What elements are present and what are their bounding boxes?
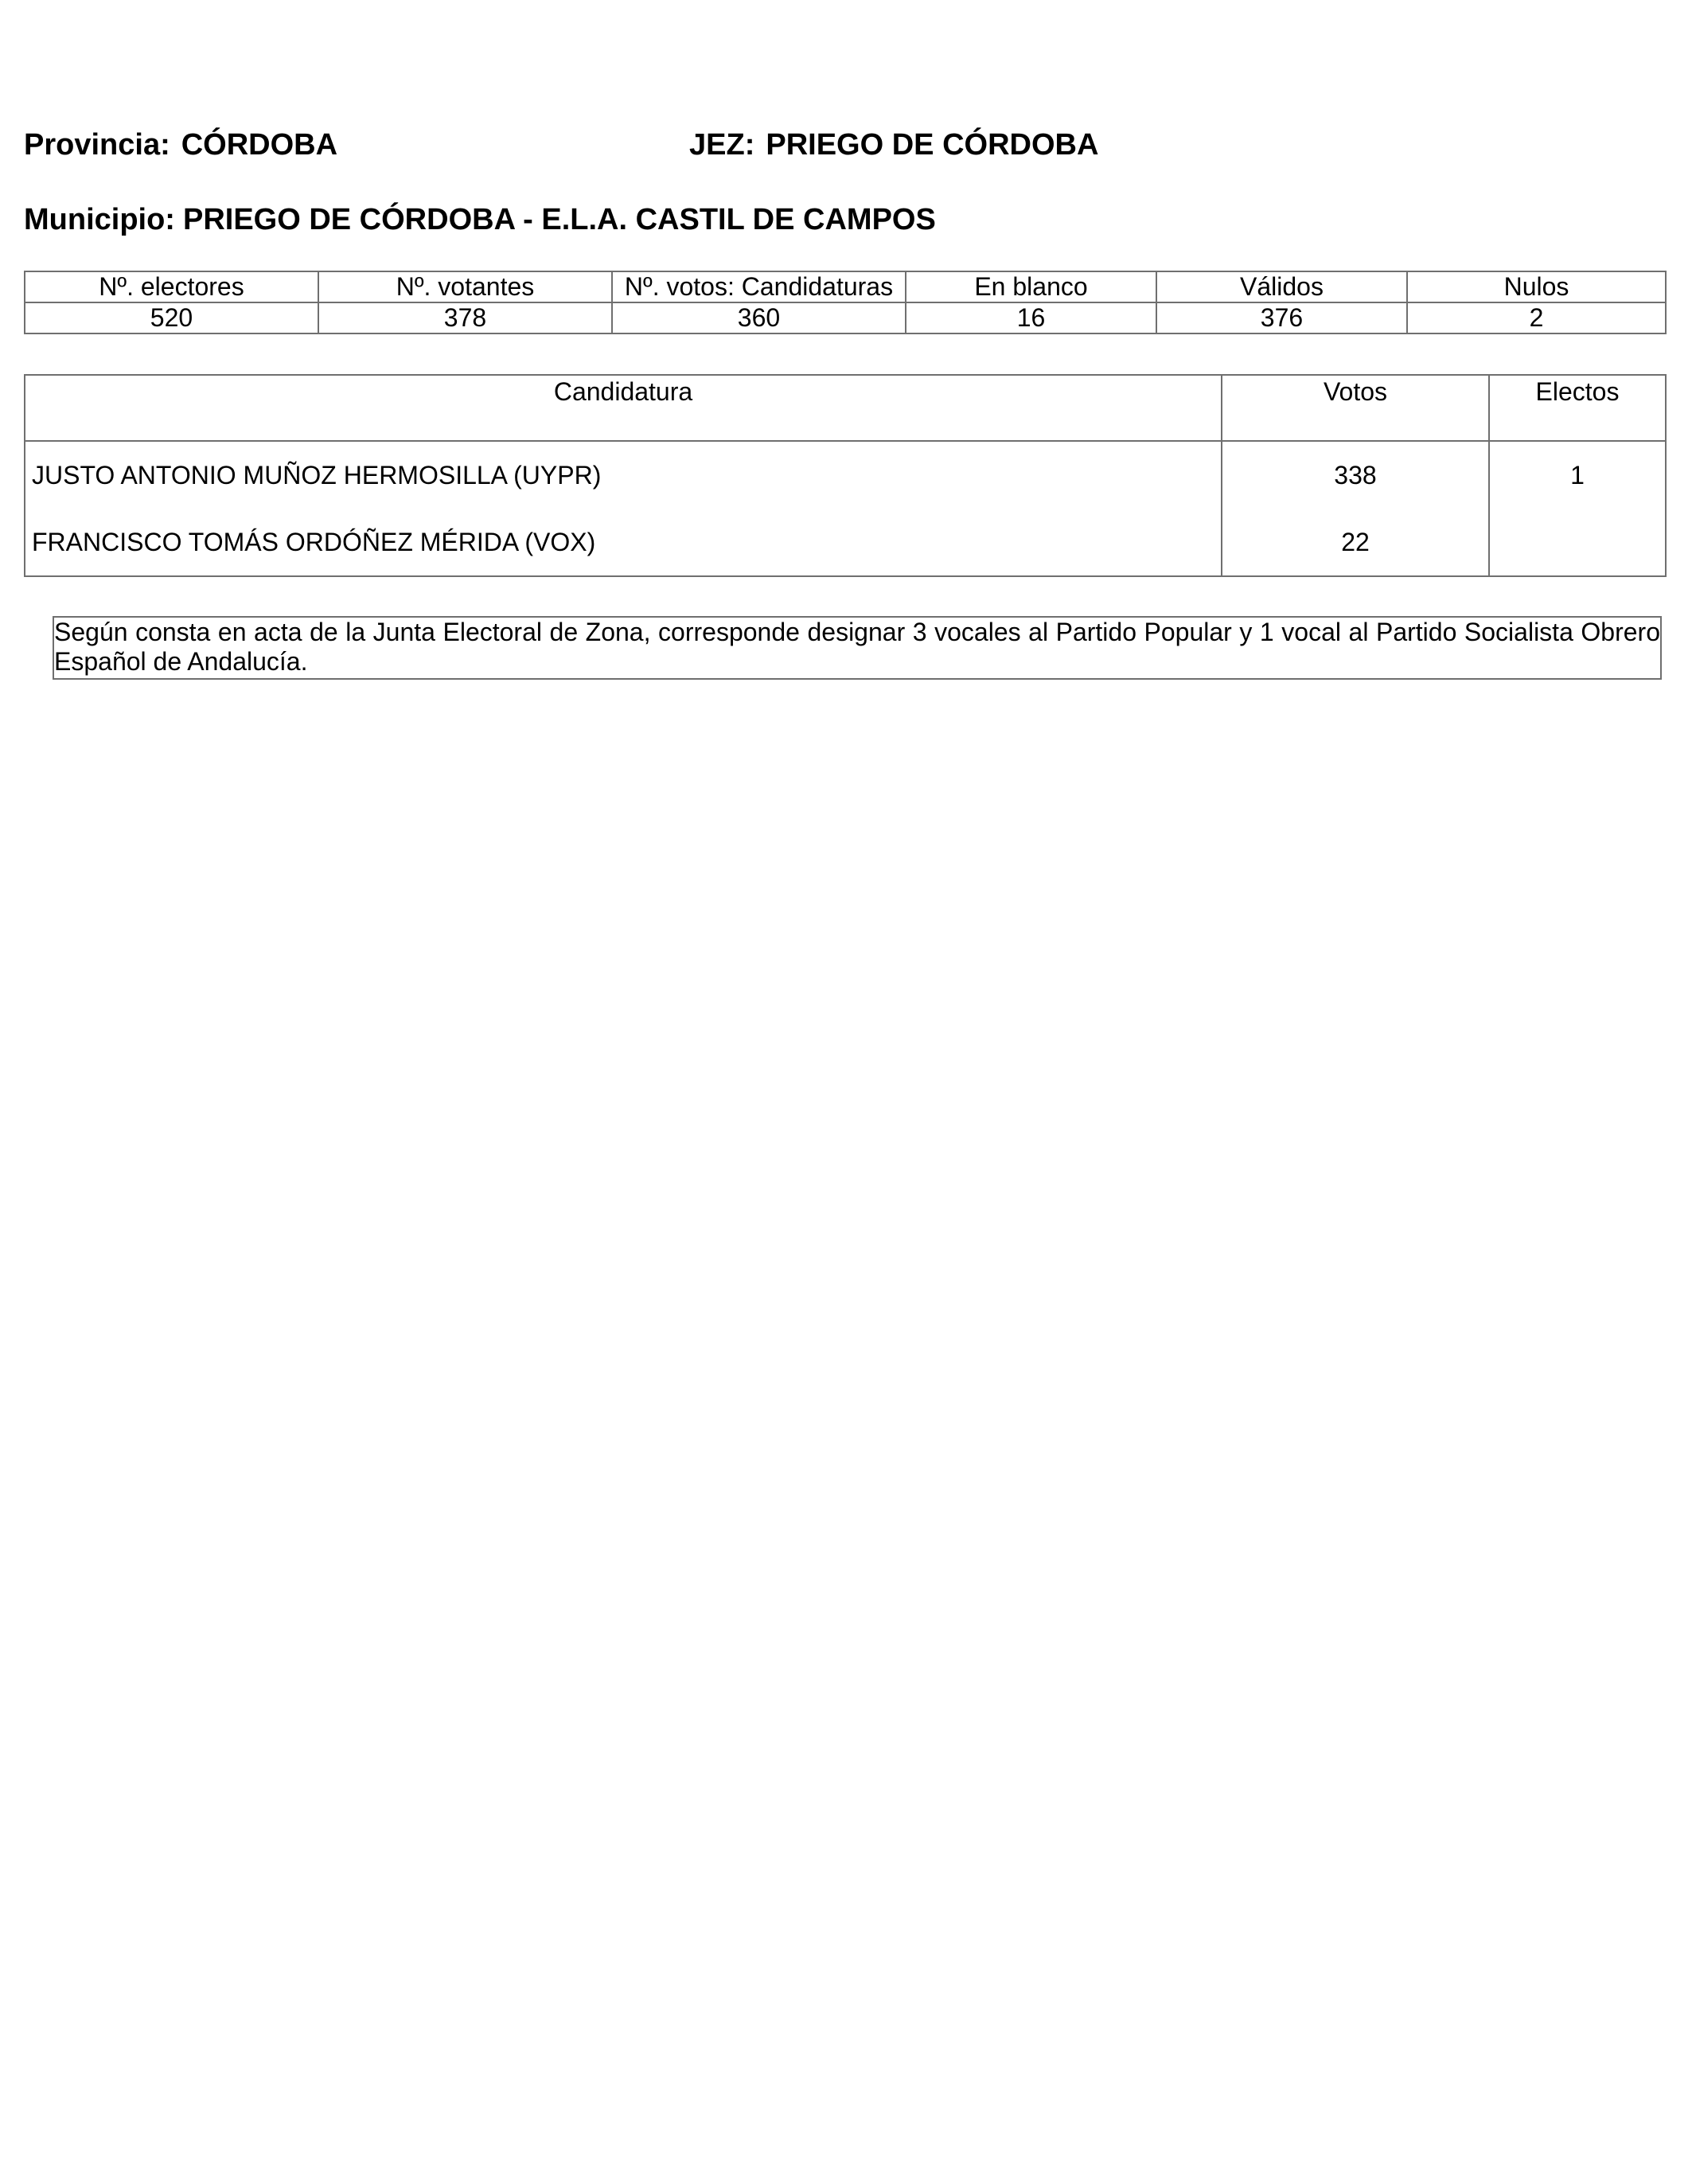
- summary-header-row: [25, 271, 1666, 302]
- candidatura-votos: 22: [1222, 509, 1489, 576]
- candidatura-header: Candidatura: [25, 375, 1222, 441]
- summary-header-en-blanco: En blanco: [906, 271, 1156, 302]
- municipio-label: Municipio:: [24, 203, 175, 236]
- summary-value-validos: 376: [1156, 302, 1407, 333]
- votos-header: Votos: [1222, 375, 1489, 441]
- table-row: [25, 441, 1666, 509]
- summary-header-votos-candidaturas: Nº. votos: Candidaturas: [612, 271, 906, 302]
- candidaturas-table: [24, 374, 1667, 577]
- candidatura-name: FRANCISCO TOMÁS ORDÓÑEZ MÉRIDA (VOX): [25, 509, 1222, 576]
- summary-value-electores: 520: [25, 302, 318, 333]
- candidatura-electos: 1: [1489, 441, 1666, 509]
- summary-header-validos: Válidos: [1156, 271, 1407, 302]
- summary-value-votos-candidaturas: 360: [612, 302, 906, 333]
- municipio-heading: [24, 202, 936, 237]
- summary-header-votantes: Nº. votantes: [318, 271, 612, 302]
- candidaturas-header-row: [25, 375, 1666, 441]
- summary-header-nulos: Nulos: [1407, 271, 1666, 302]
- provincia-label: Provincia:: [24, 128, 170, 162]
- municipio-value: PRIEGO DE CÓRDOBA - E.L.A. CASTIL DE CAMPOS: [182, 203, 936, 236]
- provincia-heading: [24, 127, 337, 162]
- summary-value-en-blanco: 16: [906, 302, 1156, 333]
- summary-value-nulos: 2: [1407, 302, 1666, 333]
- jez-label: JEZ:: [689, 128, 755, 162]
- summary-value-row: [25, 302, 1666, 333]
- table-row: [25, 509, 1666, 576]
- summary-value-votantes: 378: [318, 302, 612, 333]
- summary-table: [24, 271, 1667, 334]
- electos-header: Electos: [1489, 375, 1666, 441]
- provincia-value: CÓRDOBA: [181, 128, 338, 162]
- nota-box: Según consta en acta de la Junta Electoral de Zona, corresponde designar 3 vocales al Partido Popular y 1 vocal al Partido Socialista Obrero Español de Andalucía.: [53, 616, 1662, 680]
- candidatura-name: JUSTO ANTONIO MUÑOZ HERMOSILLA (UYPR): [25, 441, 1222, 509]
- candidatura-electos: [1489, 509, 1666, 576]
- jez-heading: [689, 127, 1098, 162]
- jez-value: PRIEGO DE CÓRDOBA: [766, 128, 1099, 162]
- candidatura-votos: 338: [1222, 441, 1489, 509]
- summary-header-electores: Nº. electores: [25, 271, 318, 302]
